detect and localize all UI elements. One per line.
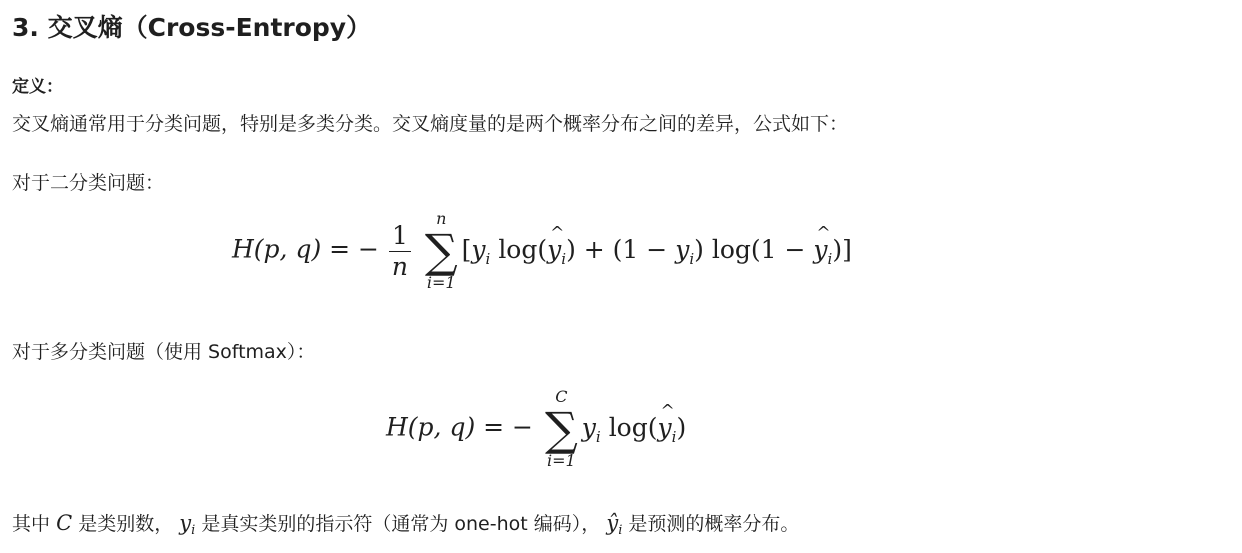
multiclass-cross-entropy-formula [386, 388, 686, 470]
footer-part3: 是真实类别的指示符（通常为 one-hot 编码）， [201, 513, 601, 535]
formula-body: $y_i$ log(^ $y_i$) [582, 413, 686, 442]
fraction-one-over-n [389, 221, 411, 282]
definition-text: 交叉熵通常用于分类问题，特别是多类分类。交叉熵度量的是两个概率分布之间的差异，公式如下： [12, 113, 849, 135]
fraction-denominator: n [391, 251, 408, 281]
section-heading: 3. 交叉熵（Cross-Entropy） [12, 13, 372, 42]
footer-part4: 是预测的概率分布。 [628, 513, 800, 535]
sum-lower-limit: i=1 [426, 273, 456, 292]
definition-label: 定义： [12, 77, 63, 97]
footer-explanation [12, 506, 799, 544]
summation [425, 210, 458, 292]
footer-part2: 是类别数， [78, 513, 174, 535]
binary-cross-entropy-formula [232, 210, 852, 292]
formula-body: [$y_i$ log(^ $y_i) + (1 - y_i)$ log(1 − ^ $y_i$)] [462, 235, 852, 264]
sigma-symbol: ∑ [544, 402, 578, 456]
sum-upper-limit: C [555, 387, 568, 406]
binary-intro-text: 对于二分类问题： [12, 172, 165, 194]
sum-lower-limit: i=1 [547, 451, 576, 470]
formula-lhs: H(p, q) = − [386, 412, 533, 442]
multiclass-intro-text: 对于多分类问题（使用 Softmax）： [12, 341, 316, 363]
var-c: C [56, 511, 73, 535]
summation [545, 388, 578, 470]
footer-part1: 其中 [12, 513, 51, 535]
fraction-numerator: 1 [389, 221, 411, 252]
var-yhat: ŷi [606, 511, 623, 538]
sigma-symbol: ∑ [424, 224, 458, 278]
var-y: yi [179, 511, 196, 538]
sum-upper-limit: n [436, 209, 447, 228]
formula-lhs: H(p, q) = − [232, 234, 379, 264]
